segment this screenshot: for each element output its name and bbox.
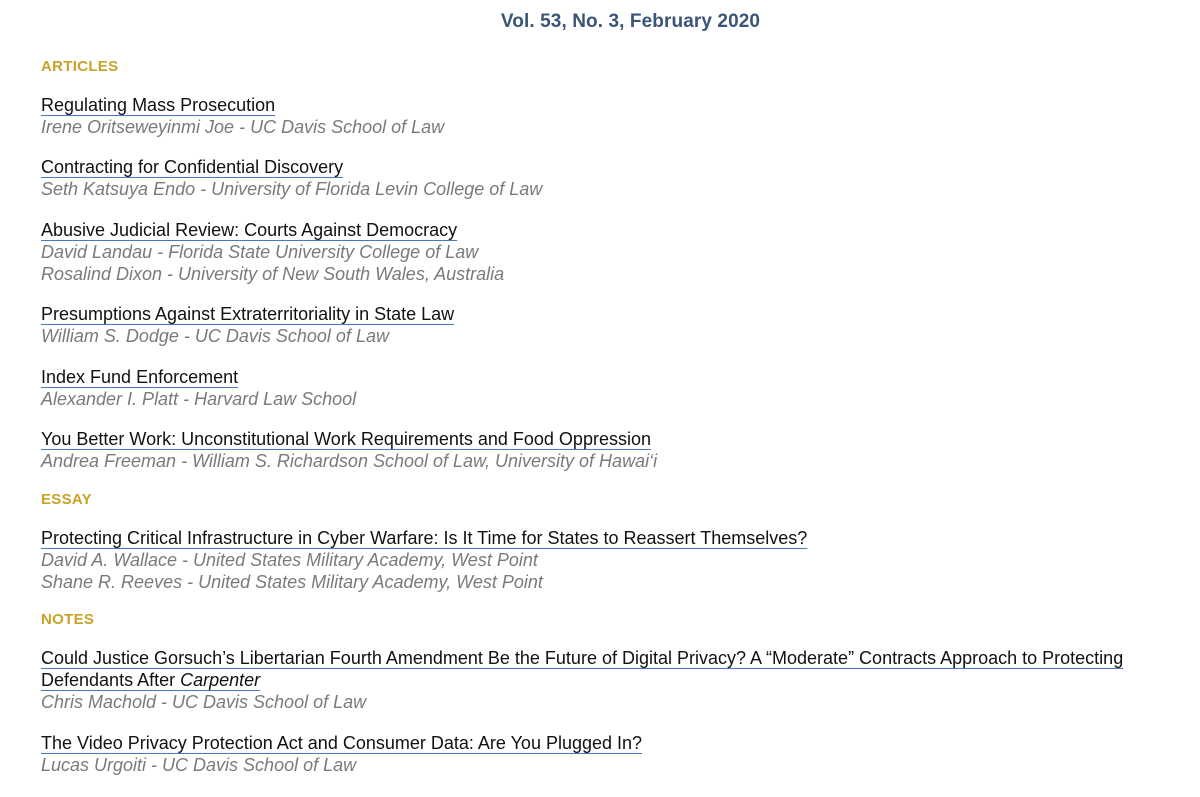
note-entry (41, 647, 1190, 713)
note-title-text: Could Justice Gorsuch’s Libertarian Fourth Amendment Be the Future of Digital Privacy? A “Moderate” Contracts Approach to Protecting Defendants After (41, 648, 1124, 690)
note-link[interactable]: The Video Privacy Protection Act and Consumer Data: Are You Plugged In? (41, 733, 643, 753)
note-entry (41, 732, 1190, 776)
section-heading-essay: ESSAY (41, 491, 92, 508)
author-line: David Landau - Florida State University College of Law (41, 242, 479, 262)
note-title-italic: Carpenter (180, 670, 261, 690)
author-line: Irene Oritseweyinmi Joe - UC Davis School of Law (41, 117, 445, 137)
author-line: Alexander I. Platt - Harvard Law School (41, 389, 357, 409)
author-line: David A. Wallace - United States Military Academy, West Point (41, 550, 538, 570)
article-entry (41, 428, 1190, 472)
author-line: Rosalind Dixon - University of New South Wales, Australia (41, 264, 505, 284)
article-entry (41, 156, 1190, 200)
note-link[interactable] (41, 648, 1123, 690)
article-link[interactable]: Presumptions Against Extraterritoriality in State Law (41, 304, 455, 324)
author-line: Shane R. Reeves - United States Military Academy, West Point (41, 572, 543, 592)
essay-entry (41, 527, 1190, 593)
article-link[interactable]: You Better Work: Unconstitutional Work Requirements and Food Oppression (41, 429, 651, 449)
section-heading-articles: ARTICLES (41, 58, 119, 75)
article-entry (41, 94, 1190, 138)
article-entry (41, 303, 1190, 347)
article-link[interactable]: Contracting for Confidential Discovery (41, 157, 344, 177)
article-entry (41, 219, 1190, 285)
author-line: Lucas Urgoiti - UC Davis School of Law (41, 755, 357, 775)
section-heading-notes: NOTES (41, 611, 95, 628)
issue-title: Vol. 53, No. 3, February 2020 (500, 11, 761, 32)
article-link[interactable]: Abusive Judicial Review: Courts Against Democracy (41, 220, 458, 240)
author-line: Andrea Freeman - William S. Richardson School of Law, University of Hawai‘i (41, 451, 658, 471)
essay-link[interactable]: Protecting Critical Infrastructure in Cyber Warfare: Is It Time for States to Reassert Themselves? (41, 528, 808, 548)
article-link[interactable]: Index Fund Enforcement (41, 367, 239, 387)
article-link[interactable]: Regulating Mass Prosecution (41, 95, 276, 115)
author-line: Seth Katsuya Endo - University of Florida Levin College of Law (41, 179, 543, 199)
author-line: Chris Machold - UC Davis School of Law (41, 692, 367, 712)
author-line: William S. Dodge - UC Davis School of Law (41, 326, 389, 346)
article-entry (41, 366, 1190, 410)
